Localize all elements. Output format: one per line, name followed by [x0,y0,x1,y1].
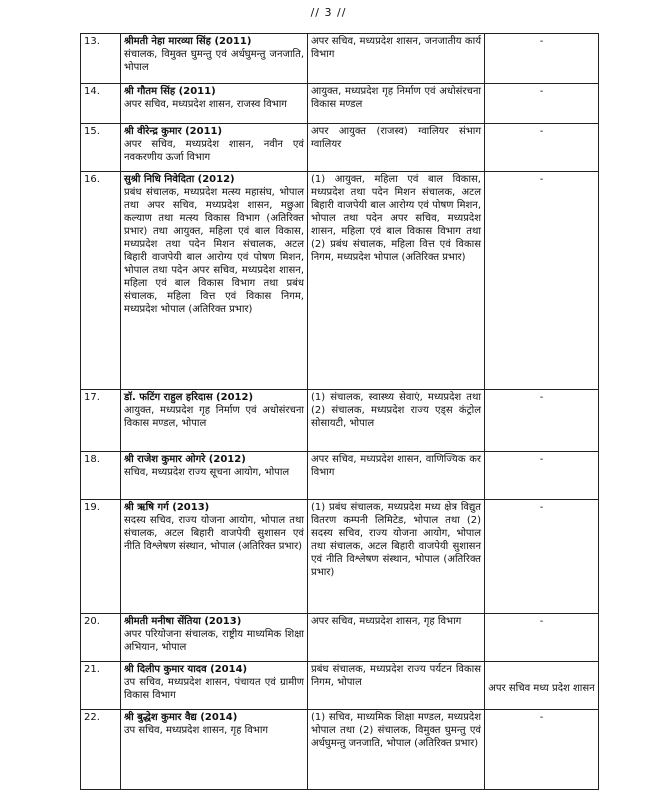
officer-cell [121,390,308,452]
current-posting: उप सचिव, मध्यप्रदेश शासन, पंचायत एवं ग्रामीण विकास विभाग [124,677,304,701]
current-posting: अपर परियोजना संचालक, राष्ट्रीय माध्यमिक शिक्षा अभियान, भोपाल [124,629,304,653]
current-posting: सदस्य सचिव, राज्य योजना आयोग, भोपाल तथा संचालक, अटल बिहारी वाजपेयी सुशासन एवं नीति विश्लेषण संस्थान, भोपाल (अतिरिक्त प्रभार) [124,515,304,552]
officer-name: श्री राजेश कुमार ओगरे (2012) [124,454,246,465]
serial-number: 18. [81,452,121,500]
new-posting: प्रबंध संचालक, मध्यप्रदेश राज्य पर्यटन विकास निगम, भोपाल [308,662,485,710]
remark: - [485,34,599,84]
page-number: // 3 // [310,6,347,19]
officer-cell [121,124,308,172]
new-posting: (1) आयुक्त, महिला एवं बाल विकास, मध्यप्रदेश तथा पदेन मिशन संचालक, अटल बिहारी वाजपेयी बाल आरोग्य एवं पोषण मिशन, भोपाल तथा पदेन अपर सचिव, मध्यप्रदेश शासन, महिला एवं बाल विकास विभाग तथा (2) प्रबंध संचालक, महिला वित्त एवं विकास निगम, मध्यप्रदेश भोपाल (अतिरिक्त प्रभार) [308,172,485,390]
current-posting: सचिव, मध्यप्रदेश राज्य सूचना आयोग, भोपाल [124,467,290,478]
serial-number: 22. [81,710,121,790]
officer-name: डॉ. फटिंग राहुल हरिदास (2012) [124,392,254,403]
officer-cell [121,452,308,500]
remark: - [485,124,599,172]
remark: अपर सचिव मध्य प्रदेश शासन [485,662,599,710]
table-row [81,614,599,662]
current-posting: संचालक, विमुक्त घुमन्तु एवं अर्धघुमन्तु जनजाति, भोपाल [124,49,304,73]
officer-name: श्री दिलीप कुमार यादव (2014) [124,664,248,675]
posting-table [80,33,599,790]
officer-cell [121,172,308,390]
new-posting: (1) प्रबंध संचालक, मध्यप्रदेश मध्य क्षेत्र विद्युत वितरण कम्पनी लिमिटेड, भोपाल तथा (2) सदस्य सचिव, राज्य योजना आयोग, भोपाल तथा संचालक, अटल बिहारी वाजपेयी सुशासन एवं नीति विश्लेषण संस्थान, भोपाल (अतिरिक्त प्रभार) [308,500,485,614]
officer-name: श्री ऋषि गर्ग (2013) [124,502,210,513]
officer-name: श्री वीरेन्द्र कुमार (2011) [124,126,223,137]
table-row [81,172,599,390]
new-posting: अपर आयुक्त (राजस्व) ग्वालियर संभाग ग्वालियर [308,124,485,172]
remark: - [485,84,599,124]
serial-number: 14. [81,84,121,124]
serial-number: 20. [81,614,121,662]
new-posting: अपर सचिव, मध्यप्रदेश शासन, गृह विभाग [308,614,485,662]
new-posting: अपर सचिव, मध्यप्रदेश शासन, जनजातीय कार्य विभाग [308,34,485,84]
serial-number: 13. [81,34,121,84]
officer-cell [121,662,308,710]
table-row [81,452,599,500]
current-posting: प्रबंध संचालक, मध्यप्रदेश मत्स्य महासंघ, भोपाल तथा अपर सचिव, मध्यप्रदेश शासन, मछुआ कल्याण तथा मत्स्य विकास विभाग (अतिरिक्त प्रभार) तथा आयुक्त, महिला एवं बाल विकास, मध्यप्रदेश तथा पदेन मिशन संचालक, अटल बिहारी वाजपेयी बाल आरोग्य एवं पोषण मिशन, भोपाल तथा पदेन अपर सचिव, मध्यप्रदेश शासन, महिला एवं बाल विकास विभाग तथा प्रबंध संचालक, महिला वित्त एवं विकास निगम, मध्यप्रदेश भोपाल (अतिरिक्त प्रभार) [124,187,304,315]
remark: - [485,614,599,662]
new-posting: अपर सचिव, मध्यप्रदेश शासन, वाणिज्यिक कर विभाग [308,452,485,500]
remark: - [485,390,599,452]
serial-number: 19. [81,500,121,614]
remark: - [485,710,599,790]
remark: - [485,500,599,614]
new-posting: आयुक्त, मध्यप्रदेश गृह निर्माण एवं अधोसंरचना विकास मण्डल [308,84,485,124]
officer-cell [121,34,308,84]
serial-number: 17. [81,390,121,452]
table-row [81,84,599,124]
officer-cell [121,614,308,662]
serial-number: 16. [81,172,121,390]
new-posting: (1) संचालक, स्वास्थ्य सेवाएं, मध्यप्रदेश तथा (2) संचालक, मध्यप्रदेश राज्य एड्स कंट्रोल सोसायटी, भोपाल [308,390,485,452]
table-row [81,710,599,790]
table-row [81,124,599,172]
new-posting: (1) सचिव, माध्यमिक शिक्षा मण्डल, मध्यप्रदेश भोपाल तथा (2) संचालक, विमुक्त घुमन्तु एवं अर्धघुमन्तु जनजाति, भोपाल (अतिरिक्त प्रभार) [308,710,485,790]
serial-number: 15. [81,124,121,172]
remark: - [485,452,599,500]
officer-name: सुश्री निधि निवेदिता (2012) [124,174,235,185]
table-row [81,390,599,452]
serial-number: 21. [81,662,121,710]
current-posting: अपर सचिव, मध्यप्रदेश शासन, नवीन एवं नवकरणीय ऊर्जा विभाग [124,139,304,163]
remark: - [485,172,599,390]
table-row [81,34,599,84]
current-posting: अपर सचिव, मध्यप्रदेश शासन, राजस्व विभाग [124,99,287,110]
officer-name: श्री बुद्धेश कुमार वैद्य (2014) [124,712,238,723]
officer-cell [121,84,308,124]
officer-cell [121,500,308,614]
table-row [81,662,599,710]
officer-name: श्रीमती नेहा मारव्या सिंह (2011) [124,36,252,47]
current-posting: उप सचिव, मध्यप्रदेश शासन, गृह विभाग [124,725,269,736]
current-posting: आयुक्त, मध्यप्रदेश गृह निर्माण एवं अधोसंरचना विकास मण्डल, भोपाल [124,405,304,429]
officer-name: श्री गौतम सिंह (2011) [124,86,216,97]
officer-cell [121,710,308,790]
table-row [81,500,599,614]
officer-name: श्रीमती मनीषा सेंतिया (2013) [124,616,242,627]
